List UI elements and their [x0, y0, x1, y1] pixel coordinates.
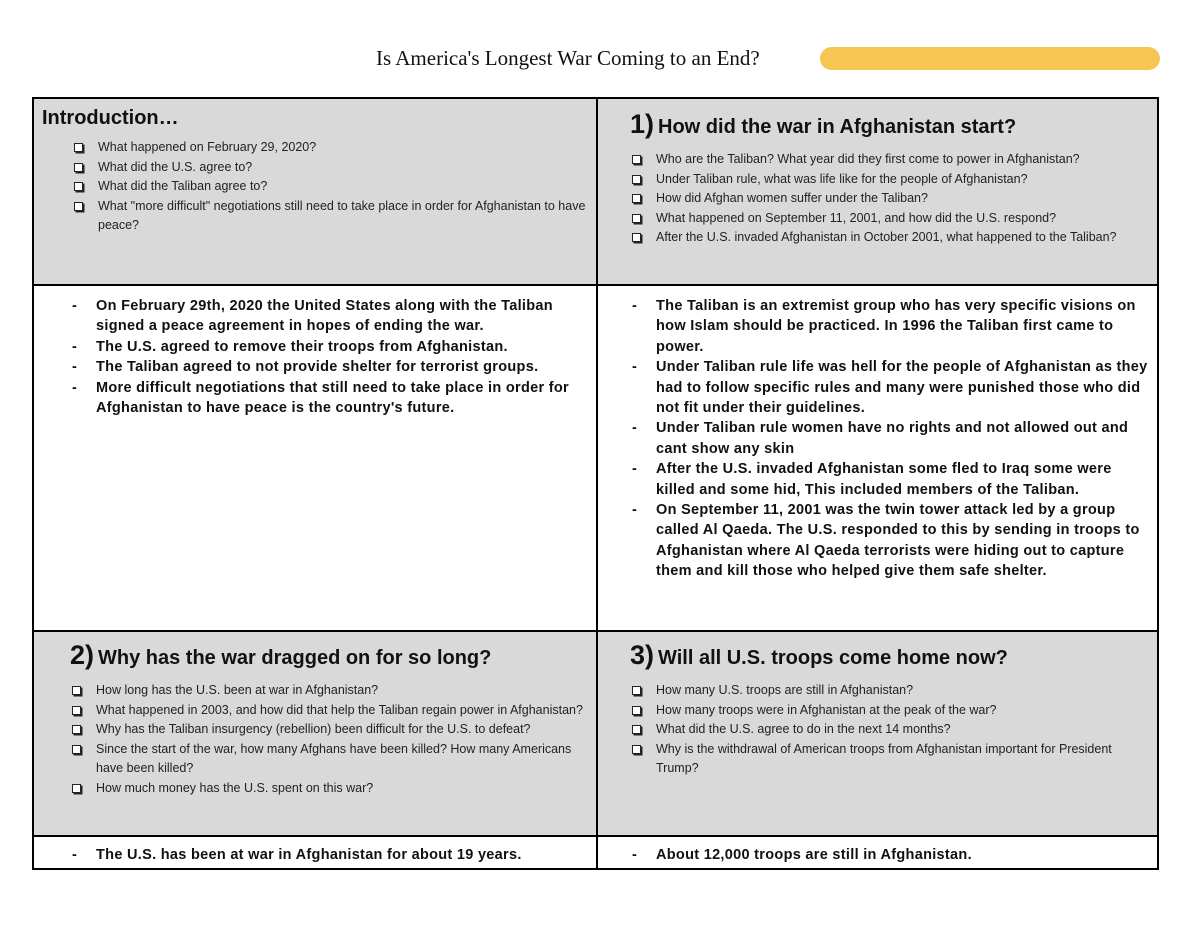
- name-field[interactable]: [820, 47, 1160, 70]
- question-item: How many troops were in Afghanistan at the peak of the war?: [630, 701, 1147, 721]
- section-1-question-list: [630, 150, 1147, 248]
- intro-question-list: [42, 138, 586, 236]
- intro-heading: Introduction…: [42, 107, 179, 129]
- intro-answer-list: [70, 296, 586, 418]
- section-2-answer-list: [70, 845, 586, 865]
- section-1-answer-list: [630, 296, 1149, 582]
- worksheet-table: [32, 97, 1159, 870]
- question-item: What happened on February 29, 2020?: [72, 138, 586, 158]
- section-2-heading-text: Why has the war dragged on for so long?: [98, 647, 492, 669]
- question-item: What did the U.S. agree to?: [72, 158, 586, 178]
- question-item: Since the start of the war, how many Afghans have been killed? How many Americans have been killed?: [70, 740, 586, 779]
- section-3-heading: [630, 640, 1147, 671]
- section-3-questions-cell: [598, 632, 1157, 837]
- answer-item: - More difficult negotiations that still need to take place in order for Afghanistan to have peace is the country's future.: [70, 378, 586, 419]
- question-item: Why is the withdrawal of American troops from Afghanistan important for President Trump?: [630, 740, 1147, 779]
- section-1-number: 1): [630, 109, 655, 139]
- answer-item: - The U.S. agreed to remove their troops from Afghanistan.: [70, 337, 586, 357]
- section-1-questions-cell: [598, 99, 1157, 286]
- question-item: How much money has the U.S. spent on this war?: [70, 779, 586, 799]
- section-2-answers-cell: [34, 837, 598, 868]
- question-item: Why has the Taliban insurgency (rebellion) been difficult for the U.S. to defeat?: [70, 720, 586, 740]
- section-3-question-list: [630, 681, 1147, 779]
- intro-answers-cell: [34, 286, 598, 632]
- question-item: What did the U.S. agree to do in the next 14 months?: [630, 720, 1147, 740]
- answer-item: - About 12,000 troops are still in Afghanistan.: [630, 845, 1147, 865]
- section-2-questions-cell: [34, 632, 598, 837]
- answer-item: - The U.S. has been at war in Afghanistan for about 19 years.: [70, 845, 586, 865]
- answer-item: - On September 11, 2001 was the twin tower attack led by a group called Al Qaeda. The U.S. responded to this by sending in troops to Afghanistan where Al Qaeda terrorists were hiding out to capture them and kill those who helped give them safe shelter.: [630, 500, 1149, 582]
- question-item: What "more difficult" negotiations still need to take place in order for Afghanistan to have peace?: [72, 197, 586, 236]
- section-1-heading-text: How did the war in Afghanistan start?: [658, 116, 1017, 138]
- question-item: How did Afghan women suffer under the Taliban?: [630, 189, 1147, 209]
- section-3-answer-list: [630, 845, 1147, 865]
- section-2-number: 2): [70, 640, 95, 670]
- section-1-answers-cell: [598, 286, 1157, 632]
- section-3-answers-cell: [598, 837, 1157, 868]
- answer-item: - The Taliban is an extremist group who has very specific visions on how Islam should be practiced. In 1996 the Taliban first came to power.: [630, 296, 1149, 357]
- intro-questions-cell: [34, 99, 598, 286]
- section-3-number: 3): [630, 640, 655, 670]
- title-row: [0, 44, 1200, 74]
- section-3-heading-text: Will all U.S. troops come home now?: [658, 647, 1008, 669]
- question-item: Who are the Taliban? What year did they first come to power in Afghanistan?: [630, 150, 1147, 170]
- question-item: Under Taliban rule, what was life like for the people of Afghanistan?: [630, 170, 1147, 190]
- question-item: How long has the U.S. been at war in Afghanistan?: [70, 681, 586, 701]
- section-2-heading: [70, 640, 586, 671]
- question-item: What did the Taliban agree to?: [72, 177, 586, 197]
- answer-item: - Under Taliban rule life was hell for the people of Afghanistan as they had to follow specific rules and many were punished those who did not fit under their guidelines.: [630, 357, 1149, 418]
- question-item: What happened in 2003, and how did that help the Taliban regain power in Afghanistan?: [70, 701, 586, 721]
- answer-item: - After the U.S. invaded Afghanistan some fled to Iraq some were killed and some hid, This included members of the Taliban.: [630, 459, 1149, 500]
- page-title: Is America's Longest War Coming to an End?: [376, 46, 760, 70]
- question-item: After the U.S. invaded Afghanistan in October 2001, what happened to the Taliban?: [630, 228, 1147, 248]
- question-item: What happened on September 11, 2001, and how did the U.S. respond?: [630, 209, 1147, 229]
- section-1-heading: [630, 109, 1147, 140]
- answer-item: - Under Taliban rule women have no rights and not allowed out and cant show any skin: [630, 418, 1149, 459]
- question-item: How many U.S. troops are still in Afghanistan?: [630, 681, 1147, 701]
- section-2-question-list: [70, 681, 586, 798]
- answer-item: - The Taliban agreed to not provide shelter for terrorist groups.: [70, 357, 586, 377]
- answer-item: - On February 29th, 2020 the United States along with the Taliban signed a peace agreement in hopes of ending the war.: [70, 296, 586, 337]
